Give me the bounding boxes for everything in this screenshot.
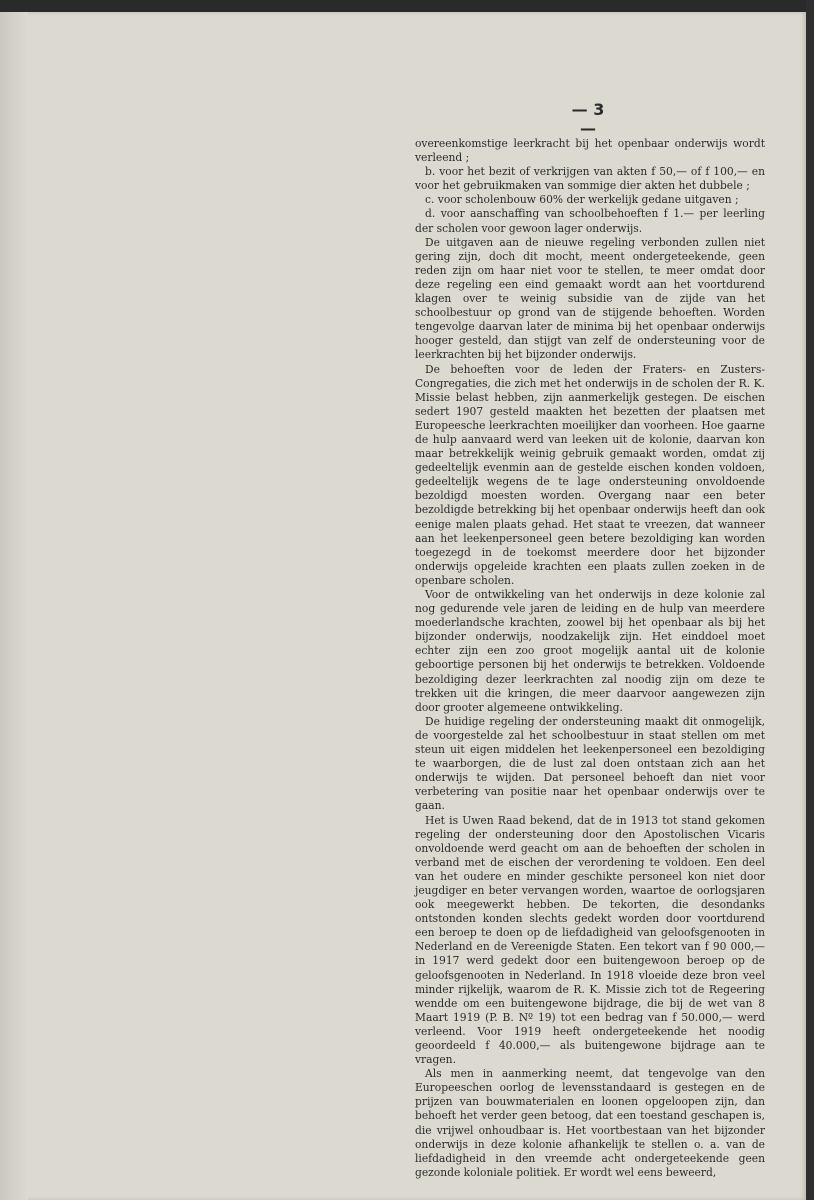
page-number: — 3 — [571,100,605,138]
text-column [415,137,765,1180]
paragraph: Voor de ontwikkeling van het onderwijs in deze kolonie zal nog gedurende vele jaren de leiding en de hulp van meerdere moederlandsche krachten, zoowel bij het openbaar als bij het bijzonder onderwijs, noodzakelijk zijn. Het einddoel moet echter zijn een zoo groot mogelijk aantal uit de kolonie geboortige personen bij het onderwijs te betrekken. Voldoende bezoldiging dezer leerkrachten zal noodig zijn om deze te trekken uit die kringen, die meer daarvoor aangewezen zijn door grooter algemeene ontwikkeling. [415,588,765,714]
paragraph: De uitgaven aan de nieuwe regeling verbonden zullen niet gering zijn, doch dit mocht, meent ondergeteekende, geen reden zijn om haar niet voor te stellen, te meer omdat door deze regeling een eind gemaakt wordt aan het voortdurend klagen over te weinig subsidie van de zijde van het schoolbestuur op grond van de stijgende behoeften. Worden tengevolge daarvan later de minima bij het openbaar onderwijs hooger gesteld, dan stijgt van zelf de ondersteuning voor de leerkrachten bij het bijzonder onderwijs. [415,235,765,362]
paragraph: overeenkomstige leerkracht bij het openbaar onderwijs wordt verleend ; [415,137,765,165]
scan-border-top [0,0,814,12]
paragraph: De huidige regeling der ondersteuning maakt dit onmogelijk, de voorgestelde zal het schoolbestuur in staat stellen om met steun uit eigen middelen het leekenpersoneel een bezoldiging te waarborgen, die de lust zal doen ontstaan zich aan het onderwijs te wijden. Dat personeel behoeft dan niet voor verbetering van positie naar het openbaar onderwijs over te gaan. [415,714,765,813]
scan-border-right [806,0,814,1200]
paragraph-item-c: c. voor scholenbouw 60% der werkelijk gedane uitgaven ; [425,193,739,207]
page-binding-shade [0,12,28,1200]
document-page [0,12,806,1200]
paragraph: Het is Uwen Raad bekend, dat de in 1913 tot stand gekomen regeling der ondersteuning door den Apostolischen Vicaris onvoldoende werd geacht om aan de behoeften der scholen in verband met de eischen der verordening te voldoen. Een deel van het oudere en minder geschikte personeel kon niet door jeugdiger en beter vervangen worden, waartoe de oorlogsjaren ook meegewerkt hebben. De tekorten, die desondanks ontstonden konden slechts gedekt worden door voortdurend een beroep te doen op de liefdadigheid van geloofsgenooten in Nederland en de Vereenigde Staten. Een tekort van f 90 000,— in 1917 werd gedekt door een buitengewoon beroep op de geloofsgenooten in Nederland. In 1918 vloeide deze bron veel minder rijkelijk, waarom de R. K. Missie zich tot de Regeering wendde om een buitengewone bijdrage, die bij de wet van 8 Maart 1919 (P. B. Nº 19) tot een bedrag van f 50.000,— werd verleend. Voor 1919 heeft ondergeteekende het noodig geoordeeld f 40.000,— als buitengewone bijdrage aan te vragen. [415,813,765,1067]
paragraph-item-b: b. voor het bezit of verkrijgen van akten f 50,— of f 100,— en voor het gebruikmaken van sommige dier akten het dubbele ; [415,165,765,193]
paragraph-item-d: d. voor aanschaffing van schoolbehoeften f 1.— per leerling der scholen voor gewoon lager onderwijs. [415,207,765,235]
paragraph: De behoeften voor de leden der Fraters- en Zusters-Congregaties, die zich met het onderwijs in de scholen der R. K. Missie belast hebben, zijn aanmerkelijk gestegen. De eischen sedert 1907 gesteld maakten het bezetten der plaatsen met Europeesche leerkrachten moeilijker dan voorheen. Hoe gaarne de hulp aanvaard werd van leeken uit de kolonie, daarvan kon maar betrekkelijk weinig gebruik gemaakt worden, omdat zij gedeeltelijk evenmin aan de gestelde eischen konden voldoen, gedeeltelijk wegens de te lage ondersteuning onvoldoende bezoldigd moesten worden. Overgang naar een beter bezoldigde betrekking bij het openbaar onderwijs heeft dan ook eenige malen plaats gehad. Het staat te vreezen, dat wanneer aan het leekenpersoneel geen betere bezoldiging kan worden toegezegd in de toekomst meerdere door het bijzonder onderwijs opgeleide krachten een plaats zullen zoeken in de openbare scholen. [415,362,765,587]
paragraph: Als men in aanmerking neemt, dat tengevolge van den Europeeschen oorlog de levensstandaard is gestegen en de prijzen van bouwmaterialen en loonen opgeloopen zijn, dan behoeft het verder geen betoog, dat een toestand geschapen is, die vrijwel onhoudbaar is. Het voortbestaan van het bijzonder onderwijs in deze kolonie afhankelijk te stellen o. a. van de liefdadigheid in den vreemde acht ondergeteekende geen gezonde koloniale politiek. Er wordt wel eens beweerd, [415,1067,765,1179]
